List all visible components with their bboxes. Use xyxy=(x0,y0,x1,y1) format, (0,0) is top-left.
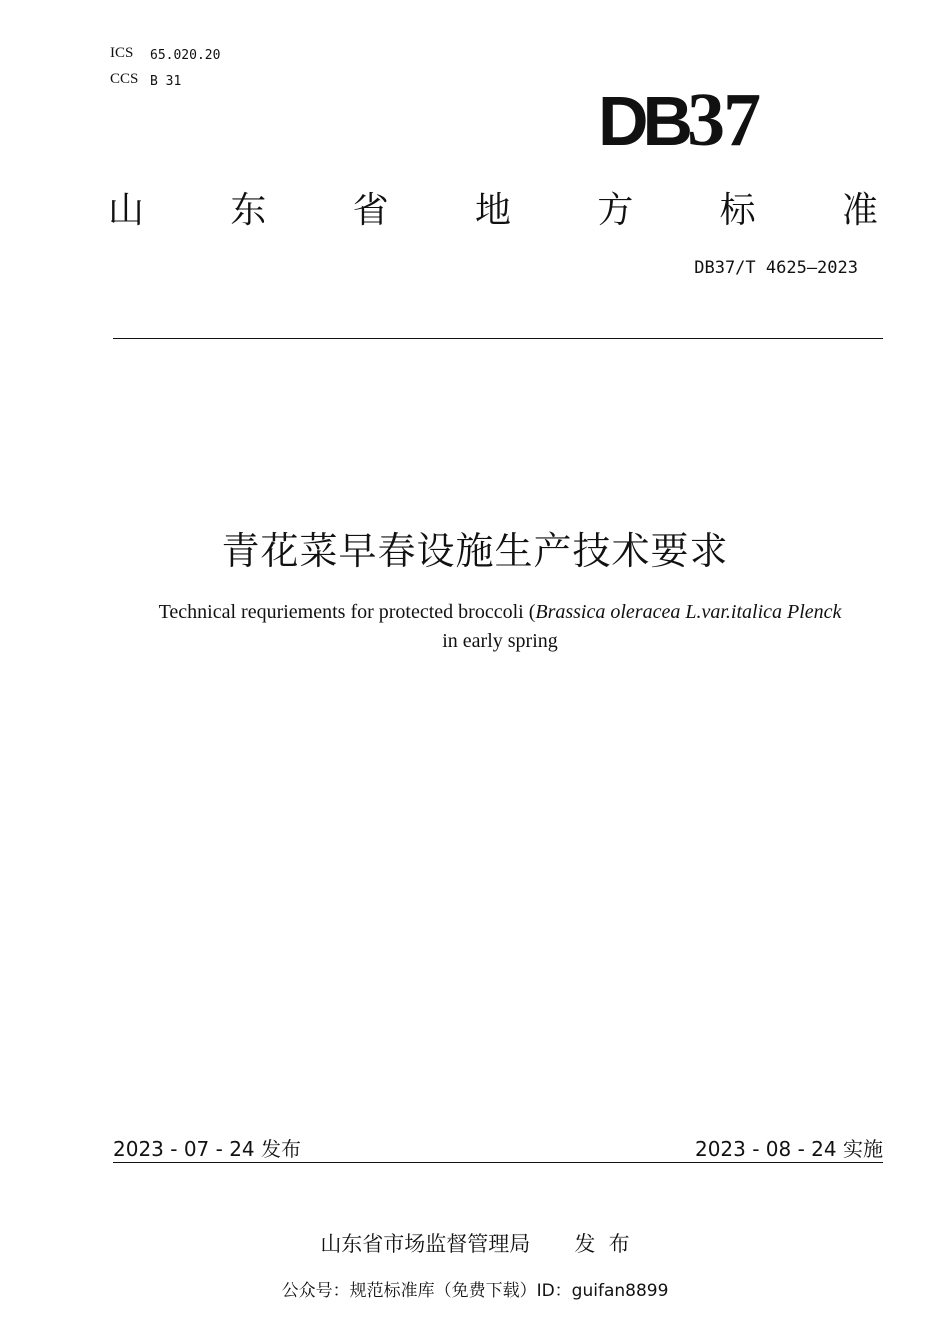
english-title-line2: in early spring xyxy=(442,630,558,652)
logo-number: 37 xyxy=(687,78,760,162)
document-title: 青花菜早春设施生产技术要求 xyxy=(221,529,729,573)
implement-date: 2023 - 08 - 24 实施 xyxy=(694,1137,883,1161)
heading-char: 省 xyxy=(352,189,389,231)
standard-number: DB37/T 4625—2023 xyxy=(694,258,858,278)
heading-char: 标 xyxy=(719,189,756,231)
heading-char: 山 xyxy=(108,189,145,231)
db37-logo xyxy=(598,80,759,161)
ccs-value: B 31 xyxy=(150,74,182,89)
heading-char: 准 xyxy=(841,189,878,231)
issuer-name: 山东省市场监督管理局 xyxy=(320,1232,531,1256)
heading-char: 方 xyxy=(597,189,634,231)
footer-note: 公众号：规范标准库（免费下载）ID：guifan8899 xyxy=(281,1281,669,1301)
english-title xyxy=(100,598,900,656)
document-type-heading xyxy=(108,182,878,232)
ics-value: 65.020.20 xyxy=(150,48,221,63)
logo-db: DB xyxy=(598,82,688,160)
bottom-divider xyxy=(113,1162,883,1163)
top-divider xyxy=(113,338,883,339)
issuer xyxy=(0,1228,950,1258)
ccs-label: CCS xyxy=(110,71,139,87)
heading-char: 东 xyxy=(230,189,267,231)
publish-date: 2023 - 07 - 24 发布 xyxy=(113,1137,302,1161)
english-title-part1: Technical requriements for protected broccoli ( xyxy=(158,601,536,623)
english-title-species: Brassica oleracea L.var.italica Plenck xyxy=(535,601,842,623)
heading-char: 地 xyxy=(474,189,511,231)
ics-label: ICS xyxy=(110,45,134,61)
issuer-action: 发 布 xyxy=(574,1232,630,1256)
